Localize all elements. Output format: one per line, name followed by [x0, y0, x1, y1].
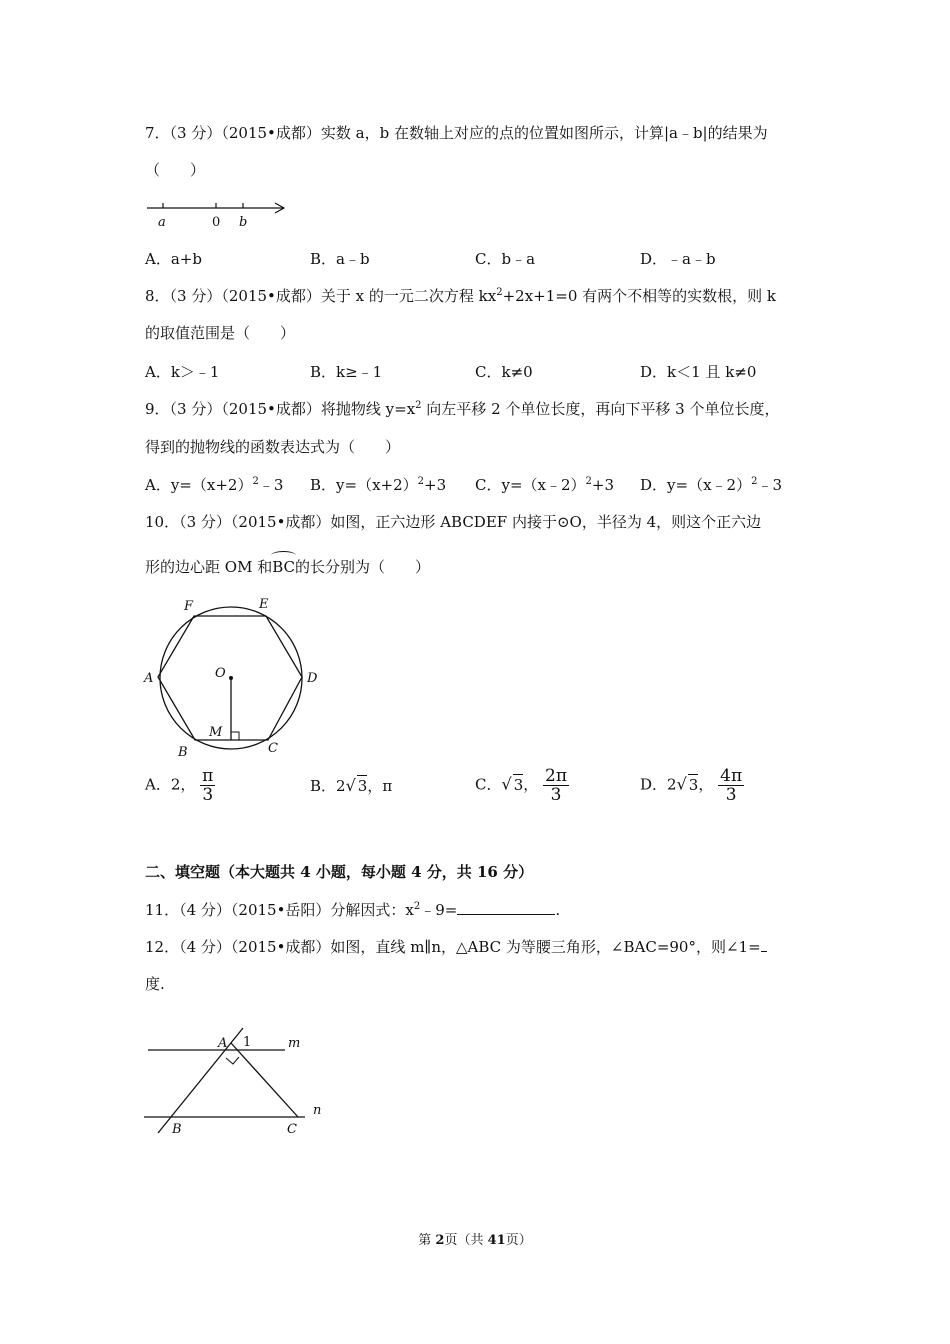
q7-label-b: b: [239, 215, 248, 230]
q10-label-a: A: [144, 671, 154, 686]
q7-option-b: B．a﹣b: [310, 250, 370, 268]
q12-label-a: A: [218, 1036, 228, 1051]
q12-stem-line2: 度.: [145, 975, 165, 993]
q8-option-b: B．k≥﹣1: [310, 363, 383, 381]
q12-parallel-lines-figure: [140, 1030, 340, 1140]
q10-label-m: M: [209, 725, 223, 740]
q10-label-f: F: [184, 599, 194, 614]
q10-option-c: C．√ 3， $\frac{2\pi}{3}$: [475, 766, 568, 805]
q7-option-c: C．b﹣a: [475, 250, 536, 268]
q12-stem-line1: 12．（4 分）（2015•成都）如图，直线 m∥n，△ABC 为等腰三角形，∠BAC=90°，则∠1=: [145, 937, 767, 957]
footer-page-number: 2: [435, 1233, 445, 1248]
q9-stem-line2: 得到的抛物线的函数表达式为（ ）: [145, 438, 401, 456]
q9-stem-line1: 9．（3 分）（2015•成都）将抛物线 $y=x^2$ 向左平移 2 个单位长度，再向下平移 3 个单位长度，: [145, 400, 780, 418]
q10-option-b: B．2√ 3，π: [310, 776, 393, 795]
q7-label-zero: 0: [212, 215, 221, 230]
q12-answer-blank[interactable]: [761, 937, 767, 952]
page-footer: 第 2页（共 41页）: [418, 1233, 532, 1248]
q10-label-d: D: [307, 671, 318, 686]
q11-stem: 11．（4 分）（2015•岳阳）分解因式：$x^2﹣9=$ .: [145, 901, 561, 919]
q10-option-d: D．2√ 3， $\frac{4\pi}{3}$: [640, 766, 743, 805]
q10-hexagon-figure: [140, 594, 330, 762]
q8-option-a: A．k＞﹣1: [145, 363, 220, 381]
q7-number-line-figure: [145, 197, 290, 233]
q10-label-c: C: [268, 741, 278, 756]
q7-option-a: A．a+b: [145, 250, 202, 268]
footer-total-pages: 41: [487, 1233, 506, 1248]
q9-option-b: B．$y=(x+2)^2+3$: [310, 476, 447, 494]
q10-stem-line2: 形的边心距 OM 和BC的长分别为（ ）: [145, 558, 430, 576]
q7-option-d: D．﹣a﹣b: [640, 250, 716, 268]
q10-label-o: O: [215, 666, 226, 681]
q8-stem-line2: 的取值范围是（ ）: [145, 324, 296, 342]
q8-option-d: D．k＜1 且 k≠0: [640, 363, 757, 381]
arc-bc: BC: [272, 558, 295, 576]
q12-label-1: 1: [243, 1035, 252, 1050]
q10-label-b: B: [178, 745, 188, 760]
q8-option-c: C．k≠0: [475, 363, 533, 381]
q7-stem-line2: （ ）: [145, 161, 206, 179]
q11-answer-blank[interactable]: [457, 900, 555, 915]
q7-label-a: a: [158, 215, 166, 230]
q9-option-a: A．$y=(x+2)^2﹣3$: [145, 476, 284, 494]
q8-stem-line1: 8．（3 分）（2015•成都）关于 x 的一元二次方程 $kx^2+2x+1=0$ 有两个不相等的实数根，则 k: [145, 287, 776, 305]
q7-stem-line1: 7．（3 分）（2015•成都）实数 a，b 在数轴上对应的点的位置如图所示，计算|a﹣b|的结果为: [145, 124, 768, 142]
q10-option-a: A．2， $\frac{\pi}{3}$: [145, 766, 214, 805]
q12-label-c: C: [287, 1122, 297, 1137]
q10-stem-line1: 10．（3 分）（2015•成都）如图，正六边形 ABCDEF 内接于⊙O，半径为 4，则这个正六边: [145, 513, 762, 531]
section-2-heading: 二、填空题（本大题共 4 小题，每小题 4 分，共 16 分）: [145, 863, 534, 881]
q12-label-n: n: [313, 1103, 322, 1118]
q12-label-b: B: [172, 1122, 182, 1137]
q12-label-m: m: [288, 1036, 301, 1051]
q9-option-c: C．y=（x﹣2）$^2$+3: [475, 476, 615, 494]
q10-label-e: E: [259, 597, 269, 612]
q9-option-d: D．y=（x﹣2）$^2$﹣3: [640, 476, 782, 494]
